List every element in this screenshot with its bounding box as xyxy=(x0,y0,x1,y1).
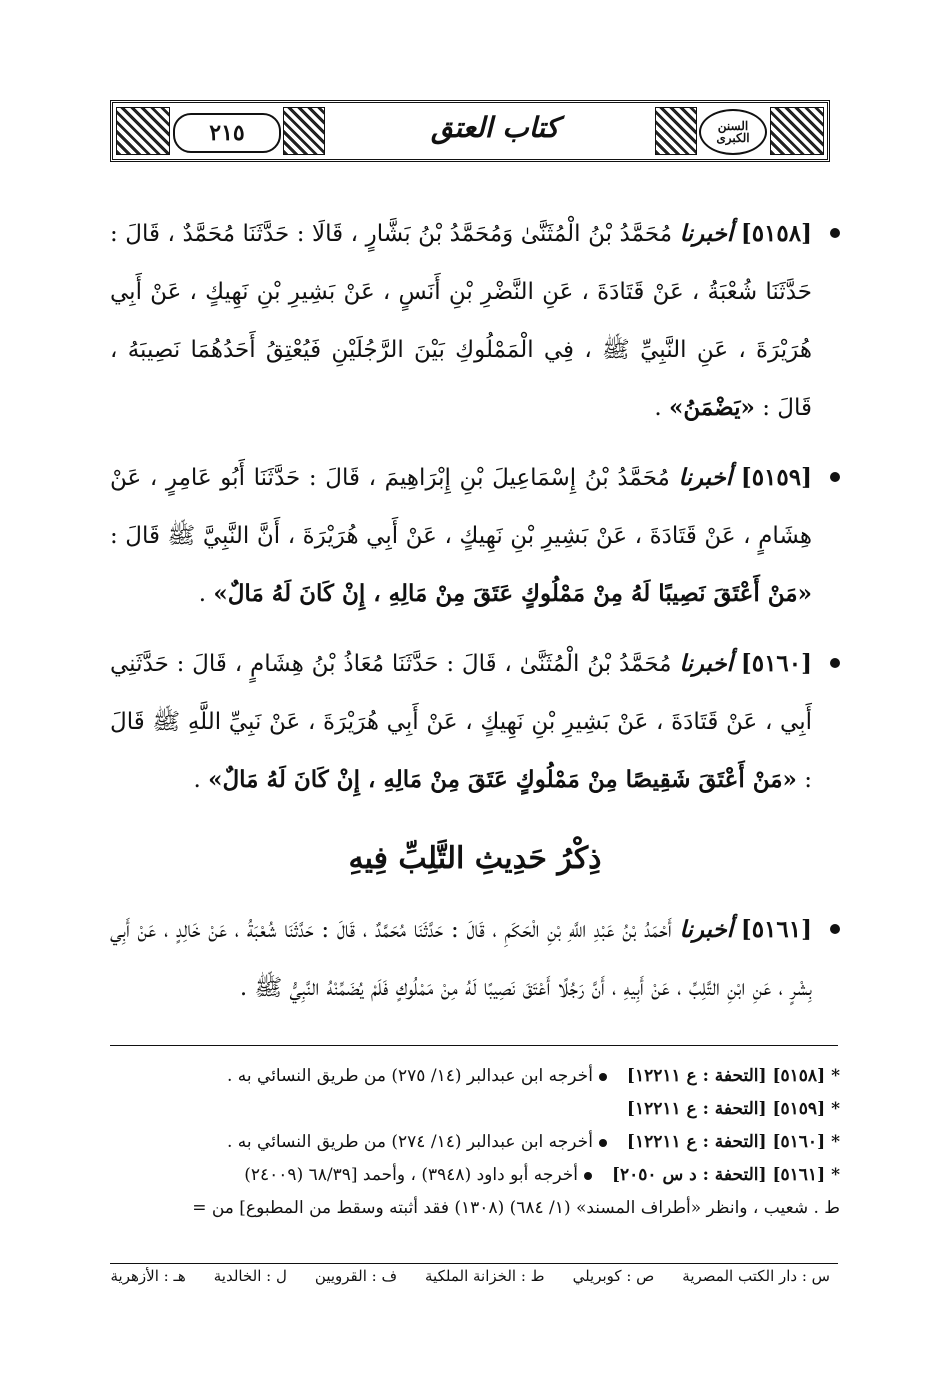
hadith-lead: أخبرنا xyxy=(679,650,733,677)
footnote-ref: [٥١٦٠] [التحفة : ع ١٢٢١١] xyxy=(626,1132,826,1152)
bullet-icon xyxy=(599,1139,607,1147)
bullet-icon xyxy=(830,472,840,482)
footnote-ref: [٥١٥٩] [التحفة : ع ١٢٢١١] xyxy=(626,1099,826,1119)
footnote-continuation: ط . شعيب ، وانظر «أطراف المسند» (١/ ٦٨٤) (١٣٠٨) فقد أثبته وسقط من المطبوع] من = xyxy=(192,1198,840,1218)
footnote-star: * xyxy=(831,1099,840,1119)
hadith-5160 xyxy=(110,635,840,809)
hadith-text: مُحَمَّدُ بْنُ إِسْمَاعِيلَ بْنِ إِبْرَاهِيمَ ، قَالَ : حَدَّثَنَا أَبُو عَامِرٍ ، عَنْ هِشَامٍ ، عَنْ قَتَادَةَ ، عَنْ بَشِيرِ بْنِ نَهِيكٍ ، عَنْ أَبِي هُرَيْرَةَ ، أَنَّ النَّبِيَّ ﷺ قَالَ : xyxy=(110,465,812,549)
hadith-text: مُحَمَّدُ بْنُ الْمُثَنَّىٰ ، قَالَ : حَدَّثَنَا مُعَاذُ بْنُ هِشَامٍ ، قَالَ : حَدَّثَنِي أَبِي ، عَنْ قَتَادَةَ ، عَنْ بَشِيرِ بْنِ نَهِيكٍ ، عَنْ أَبِي هُرَيْرَةَ ، عَنْ نَبِيِّ اللَّهِ ﷺ قَالَ : xyxy=(110,651,812,793)
hadith-quote: «يَضْمَنُ» xyxy=(669,394,755,421)
hadith-5159 xyxy=(110,449,840,623)
ornament-left xyxy=(116,107,170,155)
hadith-end: . xyxy=(198,581,207,607)
hadith-5161 xyxy=(110,901,840,1017)
hadith-lead: أخبرنا xyxy=(678,464,733,491)
siglum: س : دار الكتب المصرية xyxy=(682,1267,830,1285)
hadith-lead: أخبرنا xyxy=(679,916,734,943)
footnote-star: * xyxy=(831,1165,840,1185)
footnote-note: أخرجه ابن عبدالبر (١٤/ ٢٧٤) من طريق النسائي به . xyxy=(226,1132,593,1152)
page-header xyxy=(110,100,830,162)
sigla-divider xyxy=(110,1263,838,1264)
footnotes xyxy=(100,1060,840,1225)
footnote-row xyxy=(100,1093,840,1126)
bullet-icon xyxy=(830,228,840,238)
ornament-right xyxy=(770,107,824,155)
footnote-note: أخرجه أبو داود (٣٩٤٨) ، وأحمد [٦٨/٣٩ (٢٤٠٠٩) xyxy=(244,1165,578,1185)
footnote-star: * xyxy=(831,1132,840,1152)
hadith-number: [٥١٦١] xyxy=(740,916,813,943)
bullet-icon xyxy=(599,1073,607,1081)
hadith-number: [٥١٦٠] xyxy=(740,650,813,677)
hadith-end: . xyxy=(654,395,662,421)
footnote-ref: [٥١٦١] [التحفة : د س ٢٠٥٠] xyxy=(611,1165,826,1185)
siglum: ط : الخزانة الملكية xyxy=(425,1267,545,1285)
siglum: ف : القرويين xyxy=(314,1267,398,1285)
emblem-logo: السنن الكبرى xyxy=(699,109,767,155)
bullet-icon xyxy=(830,658,840,668)
hadith-number: [٥١٥٩] xyxy=(740,464,813,491)
hadith-end: . xyxy=(193,767,201,793)
hadith-text: أَحْمَدُ بْنُ عَبْدِ اللَّهِ بْنِ الْحَكَمِ ، قَالَ : حَدَّثَنَا مُحَمَّدٌ ، قَالَ : حَدَّثَنَا شُعْبَةُ ، عَنْ خَالِدٍ ، عَنْ أَبِي بِشْرٍ ، عَنِ ابْنِ التَّلِبِّ ، عَنْ أَبِيهِ ، أَنَّ رَجُلًا أَعْتَقَ نَصِيبًا لَهُ مِنْ مَمْلُوكٍ فَلَمْ يُضَمِّنْهُ النَّبِيُّ ﷺ xyxy=(110,917,812,1001)
hadith-end: . xyxy=(239,975,248,1001)
siglum: ص : كوبريلي xyxy=(572,1267,655,1285)
bullet-icon xyxy=(584,1172,592,1180)
footnote-row xyxy=(100,1126,840,1159)
hadith-quote: «مَنْ أَعْتَقَ شَقِيصًا مِنْ مَمْلُوكٍ عَتَقَ مِنْ مَالِهِ ، إِنْ كَانَ لَهُ مَالٌ» xyxy=(208,766,797,793)
ornament-left-inner xyxy=(283,107,325,155)
manuscript-sigla xyxy=(110,1267,830,1285)
footnote-star: * xyxy=(831,1066,840,1086)
page-number: ٢١٥ xyxy=(173,113,281,153)
footnote-note: أخرجه ابن عبدالبر (١٤/ ٢٧٥) من طريق النسائي به . xyxy=(226,1066,593,1086)
hadith-5158 xyxy=(110,205,840,437)
bullet-icon xyxy=(830,924,840,934)
hadith-quote: «مَنْ أَعْتَقَ نَصِيبًا لَهُ مِنْ مَمْلُوكٍ عَتَقَ مِنْ مَالِهِ ، إِنْ كَانَ لَهُ مَالٌ» xyxy=(213,580,812,607)
footnote-ref: [٥١٥٨] [التحفة : ع ١٢٢١١] xyxy=(626,1066,826,1086)
siglum: هـ : الأزهرية xyxy=(110,1267,186,1285)
footnote-divider xyxy=(110,1045,838,1046)
main-text xyxy=(110,205,840,1029)
hadith-number: [٥١٥٨] xyxy=(740,220,813,247)
footnote-row xyxy=(100,1060,840,1093)
hadith-text: مُحَمَّدُ بْنُ الْمُثَنَّىٰ وَمُحَمَّدُ بْنُ بَشَّارٍ ، قَالَا : حَدَّثَنَا مُحَمَّدٌ ، قَالَ : حَدَّثَنَا شُعْبَةُ ، عَنْ قَتَادَةَ ، عَنِ النَّضْرِ بْنِ أَنَسٍ ، عَنْ بَشِيرِ بْنِ نَهِيكٍ ، عَنْ أَبِي هُرَيْرَةَ ، عَنِ النَّبِيِّ ﷺ ، فِي الْمَمْلُوكِ بَيْنَ الرَّجُلَيْنِ فَيُعْتِقُ أَحَدُهُمَا نَصِيبَهُ ، قَالَ : xyxy=(110,221,812,421)
footnote-row xyxy=(100,1159,840,1192)
section-heading: ذِكْرُ حَدِيثِ التَّلِبِّ فِيهِ xyxy=(348,841,602,876)
hadith-lead: أخبرنا xyxy=(679,220,734,247)
ornament-right-inner xyxy=(655,107,697,155)
book-title: كتاب العتق xyxy=(430,111,560,144)
siglum: ل : الخالدية xyxy=(213,1267,287,1285)
